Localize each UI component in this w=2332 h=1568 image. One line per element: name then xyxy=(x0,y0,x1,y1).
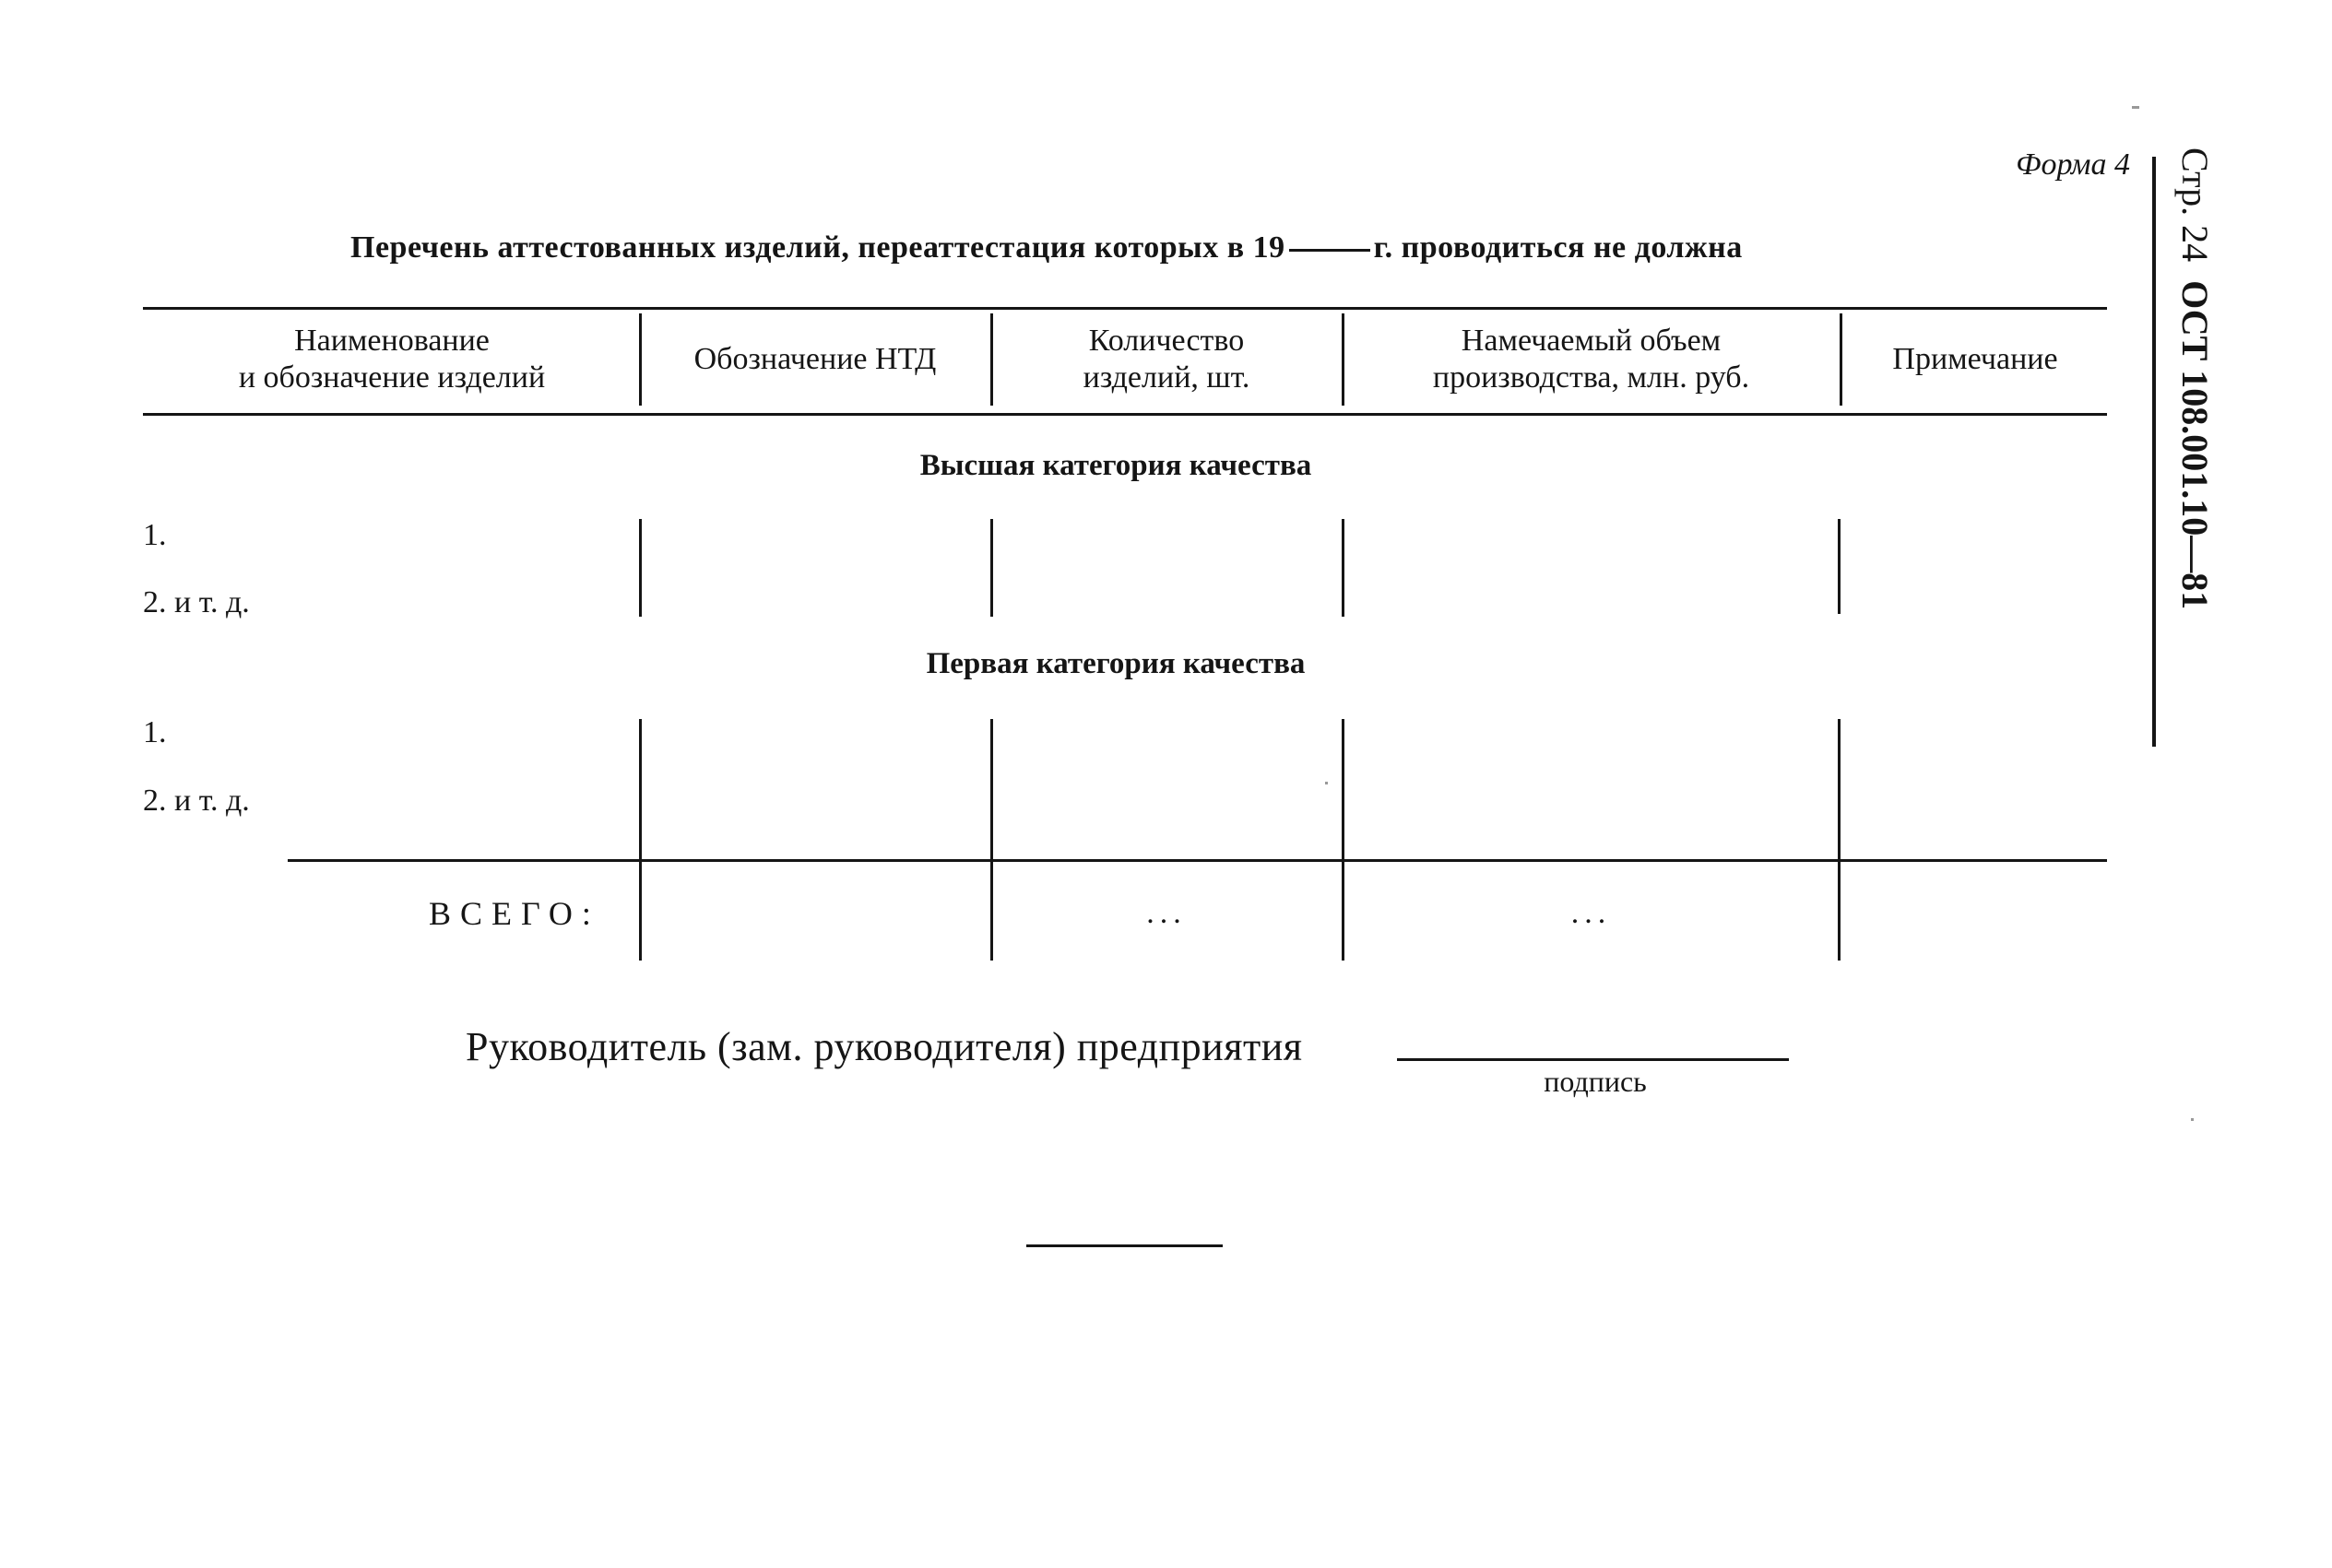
signature-caption: подпись xyxy=(1544,1065,1647,1098)
row-label: 1. xyxy=(143,518,167,552)
col-divider-3 xyxy=(1342,519,1344,617)
col-divider-2 xyxy=(990,519,993,617)
row-label: 2. и т. д. xyxy=(143,784,250,818)
total-volume: ... xyxy=(1570,896,1612,930)
col-divider-2 xyxy=(990,719,993,961)
stamp-text xyxy=(2173,147,2217,609)
stamp-rule xyxy=(2152,157,2156,747)
standard-code: ОСТ 108.001.10—81 xyxy=(2174,280,2216,610)
totals-rule xyxy=(288,859,2107,862)
total-quantity: ... xyxy=(1146,896,1187,930)
header-volume: Намечаемый объем производства, млн. руб. xyxy=(1432,324,1750,395)
page-number: Стр. 24 xyxy=(2174,147,2216,263)
page-stamp xyxy=(2158,147,2216,627)
year-blank xyxy=(1289,249,1370,252)
form-label: Форма 4 xyxy=(2016,147,2130,182)
closing-rule xyxy=(1026,1244,1223,1247)
col-divider-1 xyxy=(639,519,642,617)
section-title-first: Первая категория качества xyxy=(926,647,1306,680)
title-before-blank: Перечень аттестованных изделий, переаттестация которых в 19 xyxy=(350,230,1285,265)
header-ntd: Обозначение НТД xyxy=(693,342,937,376)
col-divider-4 xyxy=(1838,519,1841,614)
header-note: Примечание xyxy=(1892,342,2058,376)
signature-text: Руководитель (зам. руководителя) предприятия xyxy=(466,1024,1303,1069)
section-title-highest: Высшая категория качества xyxy=(919,449,1312,482)
table-top-rule xyxy=(143,307,2107,310)
row-label: 1. xyxy=(143,715,167,749)
total-label: ВСЕГО: xyxy=(429,895,600,932)
header-divider-4 xyxy=(1840,313,1842,406)
document-title xyxy=(350,230,1936,265)
scan-speck xyxy=(2132,106,2139,109)
scan-speck xyxy=(2191,1118,2194,1121)
header-divider-3 xyxy=(1342,313,1344,406)
col-divider-1 xyxy=(639,719,642,961)
header-divider-2 xyxy=(990,313,993,406)
scan-speck xyxy=(1325,782,1328,784)
header-name: Наименование и обозначение изделий xyxy=(238,324,546,395)
row-label: 2. и т. д. xyxy=(143,585,250,619)
title-after-blank: г. проводиться не должна xyxy=(1373,230,1743,265)
col-divider-3 xyxy=(1342,719,1344,961)
header-divider-1 xyxy=(639,313,642,406)
header-bottom-rule xyxy=(143,413,2107,416)
col-divider-4 xyxy=(1838,719,1841,961)
header-quantity: Количество изделий, шт. xyxy=(1083,324,1250,395)
signature-blank xyxy=(1397,1058,1789,1061)
